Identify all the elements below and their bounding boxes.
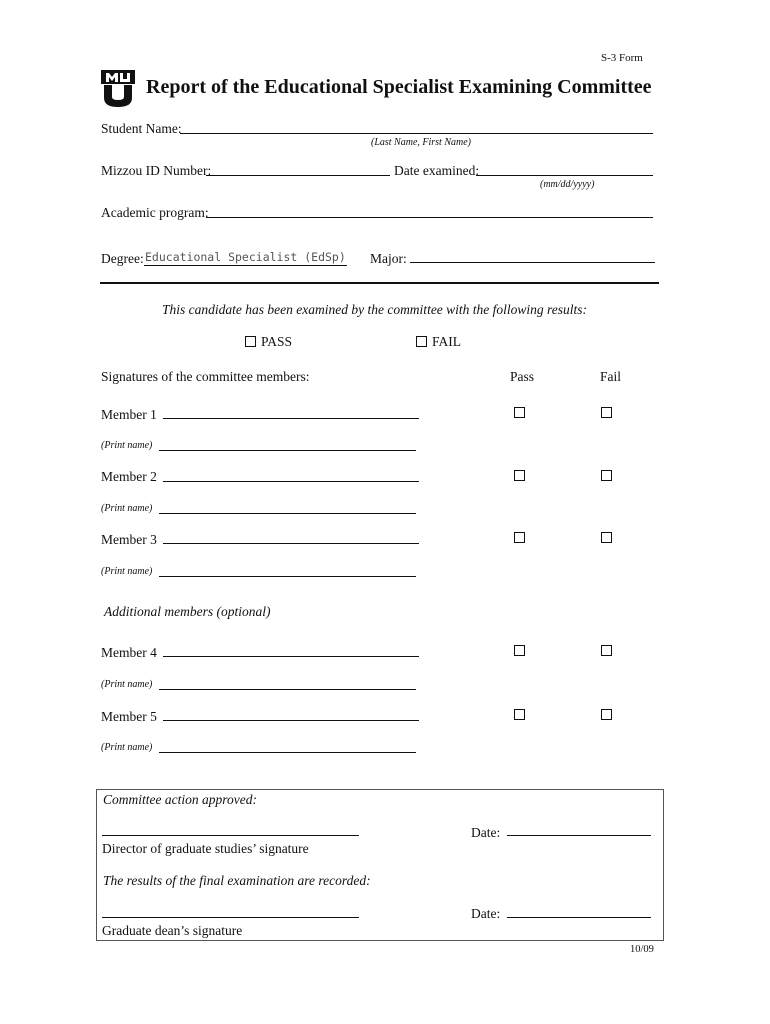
col-fail-header: Fail xyxy=(600,369,622,384)
director-signature-label: Director of graduate studies’ signature xyxy=(102,841,309,856)
academic-program-input[interactable] xyxy=(207,203,651,217)
mu-logo xyxy=(101,70,135,108)
date-hint: (mm/dd/yyyy) xyxy=(540,179,595,190)
revision-date: 10/09 xyxy=(630,944,654,955)
member-4-print-name-line[interactable] xyxy=(159,689,416,690)
member-3-pass-checkbox[interactable] xyxy=(514,532,525,543)
results-intro: This candidate has been examined by the committee with the following results: xyxy=(162,302,588,317)
dean-date-line[interactable] xyxy=(507,917,651,918)
overall-fail-checkbox[interactable] xyxy=(416,336,427,347)
mu-logo-icon xyxy=(101,70,135,108)
overall-pass-checkbox[interactable] xyxy=(245,336,256,347)
member-label: Member 3 xyxy=(101,532,157,547)
director-date-line[interactable] xyxy=(507,835,651,836)
form-id: S-3 Form xyxy=(601,52,643,64)
date-label-director: Date: xyxy=(471,825,501,840)
mizzou-id-line xyxy=(206,175,390,176)
dean-signature-label: Graduate dean’s signature xyxy=(102,923,243,938)
member-2-print-name-line[interactable] xyxy=(159,513,416,514)
student-name-label: Student Name: xyxy=(101,121,182,136)
print-name-label: (Print name) xyxy=(101,440,153,451)
print-name-label: (Print name) xyxy=(101,742,153,753)
member-4-signature-line[interactable] xyxy=(163,656,419,657)
member-1-print-name-line[interactable] xyxy=(159,450,416,451)
member-5-fail-checkbox[interactable] xyxy=(601,709,612,720)
degree-label: Degree: xyxy=(101,251,144,266)
print-name-label: (Print name) xyxy=(101,503,153,514)
director-signature-line[interactable] xyxy=(102,835,359,836)
member-label: Member 2 xyxy=(101,469,157,484)
member-5-signature-line[interactable] xyxy=(163,720,419,721)
major-line xyxy=(410,262,655,263)
print-name-label: (Print name) xyxy=(101,679,153,690)
student-name-hint: (Last Name, First Name) xyxy=(371,137,471,148)
overall-pass-label: PASS xyxy=(261,334,293,349)
mizzou-id-input[interactable] xyxy=(207,161,389,175)
academic-program-line xyxy=(206,217,653,218)
member-5-pass-checkbox[interactable] xyxy=(514,709,525,720)
member-label: Member 1 xyxy=(101,407,157,422)
degree-field[interactable]: Educational Specialist (EdSp) xyxy=(145,250,346,264)
additional-members-heading: Additional members (optional) xyxy=(104,604,271,619)
student-name-input[interactable] xyxy=(181,119,651,133)
print-name-label: (Print name) xyxy=(101,566,153,577)
member-2-signature-line[interactable] xyxy=(163,481,419,482)
mizzou-id-label: Mizzou ID Number: xyxy=(101,163,212,178)
member-3-fail-checkbox[interactable] xyxy=(601,532,612,543)
dean-signature-line[interactable] xyxy=(102,917,359,918)
member-2-pass-checkbox[interactable] xyxy=(514,470,525,481)
member-4-fail-checkbox[interactable] xyxy=(601,645,612,656)
page-title: Report of the Educational Specialist Examining Committee xyxy=(146,76,652,98)
academic-program-label: Academic program: xyxy=(101,205,209,220)
member-4-pass-checkbox[interactable] xyxy=(514,645,525,656)
approval-box xyxy=(96,789,664,941)
date-examined-label: Date examined: xyxy=(394,163,480,178)
member-3-print-name-line[interactable] xyxy=(159,576,416,577)
signatures-heading: Signatures of the committee members: xyxy=(101,369,310,384)
member-2-fail-checkbox[interactable] xyxy=(601,470,612,481)
approval-heading: Committee action approved: xyxy=(103,792,257,807)
member-5-print-name-line[interactable] xyxy=(159,752,416,753)
member-1-pass-checkbox[interactable] xyxy=(514,407,525,418)
major-label: Major: xyxy=(370,251,407,266)
overall-fail-label: FAIL xyxy=(432,334,461,349)
date-examined-line xyxy=(476,175,653,176)
date-label-dean: Date: xyxy=(471,906,501,921)
member-1-signature-line[interactable] xyxy=(163,418,419,419)
results-recorded-text: The results of the final examination are recorded: xyxy=(103,873,371,888)
member-label: Member 5 xyxy=(101,709,157,724)
member-1-fail-checkbox[interactable] xyxy=(601,407,612,418)
date-examined-input[interactable] xyxy=(477,161,651,175)
student-name-line xyxy=(180,133,653,134)
major-input[interactable] xyxy=(411,248,653,262)
col-pass-header: Pass xyxy=(510,369,535,384)
section-divider xyxy=(100,282,659,284)
member-3-signature-line[interactable] xyxy=(163,543,419,544)
member-label: Member 4 xyxy=(101,645,157,660)
